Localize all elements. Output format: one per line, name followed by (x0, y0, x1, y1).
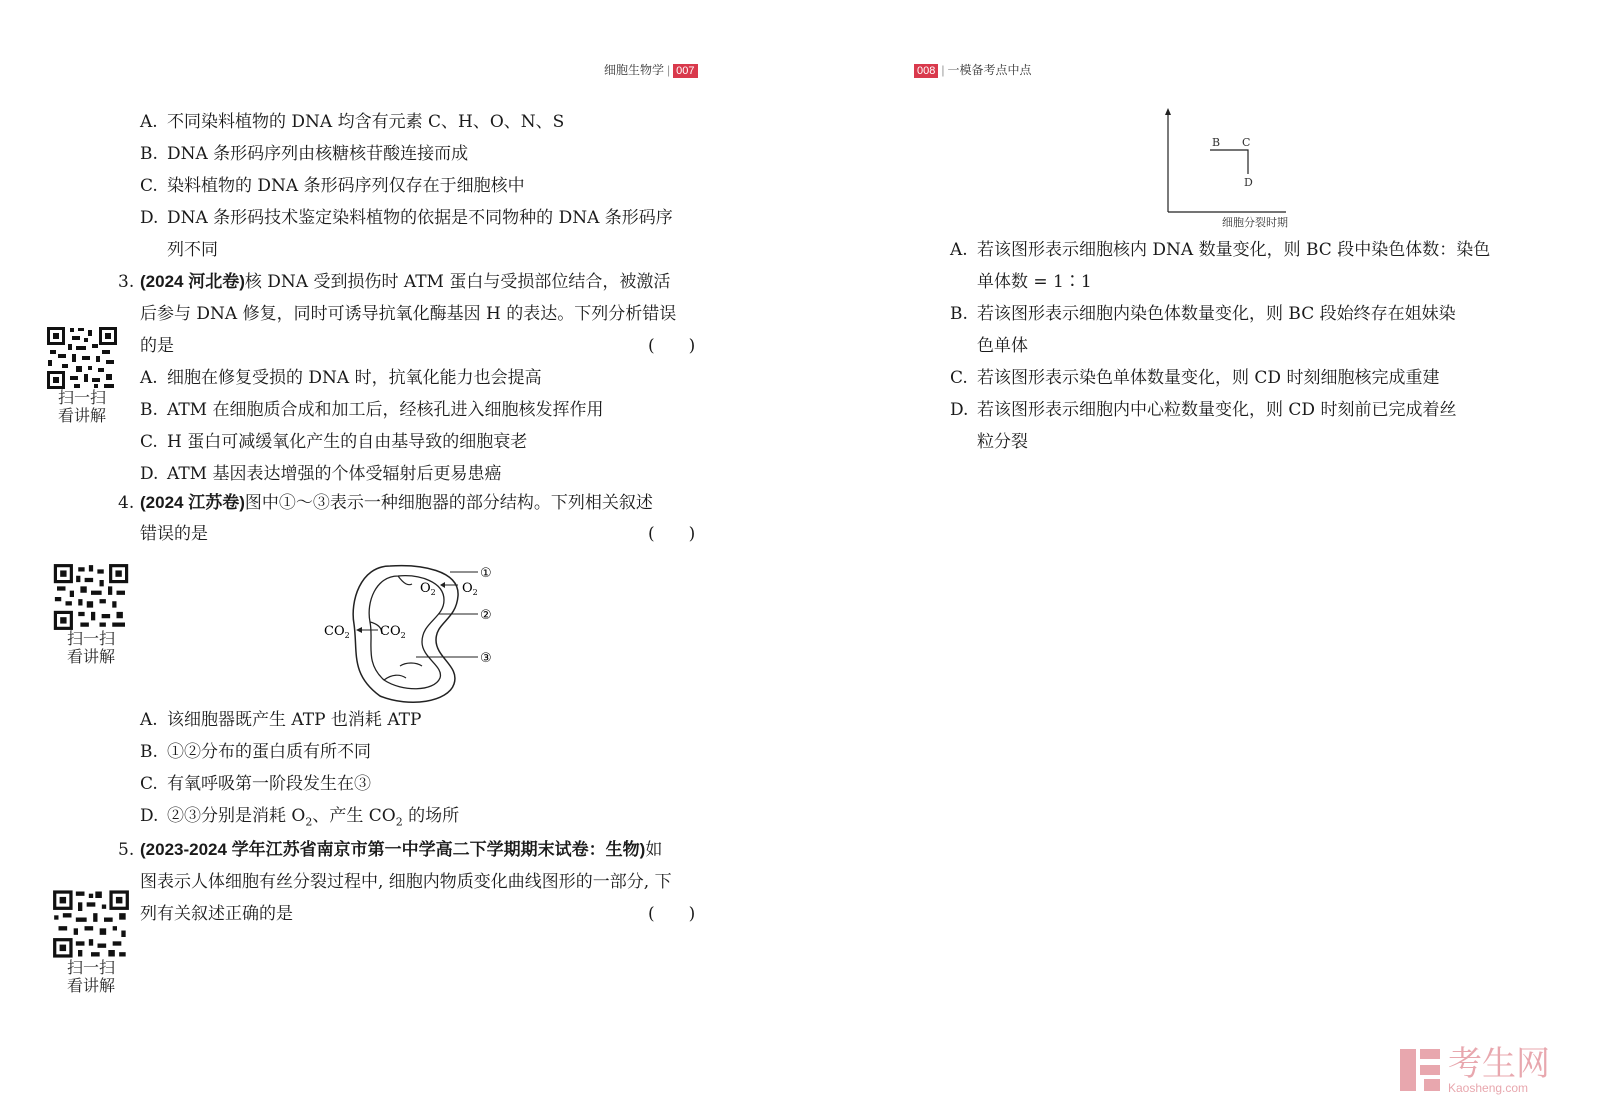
q3-option-c: C. H 蛋白可减缓氧化产生的自由基导致的细胞衰老 (140, 432, 528, 452)
q5-option-b: B. 若该图形表示细胞内染色体数量变化，则 BC 段始终存在姐妹染 (950, 304, 1456, 324)
qr-caption-scan: 扫一扫 (66, 631, 115, 648)
q5-stem-line-2: 图表示人体细胞有丝分裂过程中, 细胞内物质变化曲线图形的一部分, 下 (140, 872, 672, 892)
marker-3: ③ (480, 651, 492, 666)
header-divider: | (941, 63, 945, 77)
co2-outer-label: $CO_2$ (324, 624, 350, 640)
crista (400, 663, 422, 666)
arrow-head (440, 582, 445, 588)
q3-option-a: A. 细胞在修复受损的 DNA 时，抗氧化能力也会提高 (140, 368, 542, 388)
qr-code-q5[interactable] (52, 888, 124, 996)
o2-inner-label: $O_2$ (420, 581, 436, 597)
q4-number: 4. (118, 493, 135, 513)
crista (398, 576, 412, 585)
watermark-url: Kaosheng.com (1448, 1081, 1529, 1095)
q2-option-b: B. DNA 条形码序列由核糖核苷酸连接而成 (140, 144, 469, 164)
q5-graph (1150, 104, 1300, 232)
q4-option-b: B. ①②分布的蛋白质有所不同 (140, 742, 371, 762)
qr-caption-watch: 看讲解 (57, 408, 106, 425)
watermark-logo-icon (1398, 1047, 1442, 1093)
q2-option-d-continued: 列不同 (167, 240, 218, 260)
q3-number: 3. (118, 272, 135, 292)
q4-option-a: A. 该细胞器既产生 ATP 也消耗 ATP (140, 710, 422, 730)
q2-option-d: D. DNA 条形码技术鉴定染料植物的依据是不同物种的 DNA 条形码序 (140, 208, 673, 228)
mitochondrion-diagram (320, 562, 520, 708)
right-page-header (914, 61, 1032, 78)
q5-option-c: C. 若该图形表示染色单体数量变化，则 CD 时刻细胞核完成重建 (950, 368, 1440, 388)
left-header-title: 细胞生物学 (604, 63, 665, 77)
q5-option-d-continued: 粒分裂 (977, 432, 1028, 452)
qr-code-icon (46, 326, 118, 390)
q2-option-a: A. 不同染料植物的 DNA 均含有元素 C、H、O、N、S (140, 112, 565, 132)
x-axis-label: 细胞分裂时期 (1222, 216, 1288, 229)
qr-code-q4[interactable] (52, 563, 124, 667)
qr-code-icon (52, 563, 130, 631)
crista (384, 675, 406, 680)
q4-answer-blank: ( ) (648, 524, 696, 544)
right-header-title: 一模备考点中点 (947, 63, 1032, 77)
q4-option-d: D. ②③分别是消耗 $O_2$、产生 $CO_2$ 的场所 (140, 806, 460, 829)
q5-option-a: A. 若该图形表示细胞核内 DNA 数量变化，则 BC 段中染色体数：染色 (950, 240, 1491, 260)
q4-stem-line-2: 错误的是 (140, 524, 208, 544)
q4-stem-line-1: (2024 江苏卷)图中①～③表示一种细胞器的部分结构。下列相关叙述 (140, 493, 653, 513)
qr-caption-scan: 扫一扫 (66, 960, 115, 977)
q5-answer-blank: ( ) (648, 904, 696, 924)
marker-2: ② (480, 608, 492, 623)
q3-answer-blank: ( ) (648, 336, 696, 356)
q3-option-b: B. ATM 在细胞质合成和加工后，经核孔进入细胞核发挥作用 (140, 400, 604, 420)
q3-stem-line-2: 后参与 DNA 修复，同时可诱导抗氧化酶基因 H 的表达。下列分析错误 (140, 304, 677, 324)
o2-outer-label: $O_2$ (462, 581, 478, 597)
qr-code-q3[interactable] (46, 326, 118, 426)
y-axis-arrow (1165, 108, 1171, 115)
q5-stem-line-1: (2023-2024 学年江苏省南京市第一中学高二下学期期末试卷：生物)如 (140, 840, 663, 860)
left-page-header (604, 61, 698, 78)
q5-option-b-continued: 色单体 (977, 336, 1028, 356)
qr-caption-watch: 看讲解 (66, 978, 115, 995)
right-page-number: 008 (914, 64, 938, 78)
point-d-label: D (1244, 176, 1253, 189)
watermark-text: 考生网 (1448, 1045, 1550, 1083)
q5-option-a-continued: 单体数 = 1∶1 (977, 272, 1092, 292)
q5-option-d: D. 若该图形表示细胞内中心粒数量变化，则 CD 时刻前已完成着丝 (950, 400, 1457, 420)
co2-inner-label: $CO_2$ (380, 624, 406, 640)
arrow-head (356, 627, 362, 633)
point-c-label: C (1242, 136, 1251, 149)
q3-stem-line-3: 的是 (140, 336, 174, 356)
q3-stem-line-1: (2024 河北卷)核 DNA 受到损伤时 ATM 蛋白与受损部位结合，被激活 (140, 272, 671, 292)
q5-stem-line-3: 列有关叙述正确的是 (140, 904, 293, 924)
left-page-number: 007 (673, 64, 697, 78)
marker-1: ① (480, 566, 492, 581)
curve-segment (1210, 150, 1248, 174)
q3-source: (2024 河北卷) (140, 272, 245, 291)
qr-code-icon (52, 888, 130, 960)
q3-option-d: D. ATM 基因表达增强的个体受辐射后更易患癌 (140, 464, 502, 484)
q5-number: 5. (118, 840, 135, 860)
qr-caption-scan: 扫一扫 (57, 390, 106, 407)
q5-source: (2023-2024 学年江苏省南京市第一中学高二下学期期末试卷：生物) (140, 840, 646, 859)
watermark (1398, 1046, 1550, 1094)
q4-source: (2024 江苏卷) (140, 493, 245, 512)
header-divider: | (667, 63, 671, 77)
qr-caption-watch: 看讲解 (66, 649, 115, 666)
q2-option-c: C. 染料植物的 DNA 条形码序列仅存在于细胞核中 (140, 176, 525, 196)
point-b-label: B (1212, 136, 1221, 149)
q4-option-c: C. 有氧呼吸第一阶段发生在③ (140, 774, 371, 794)
